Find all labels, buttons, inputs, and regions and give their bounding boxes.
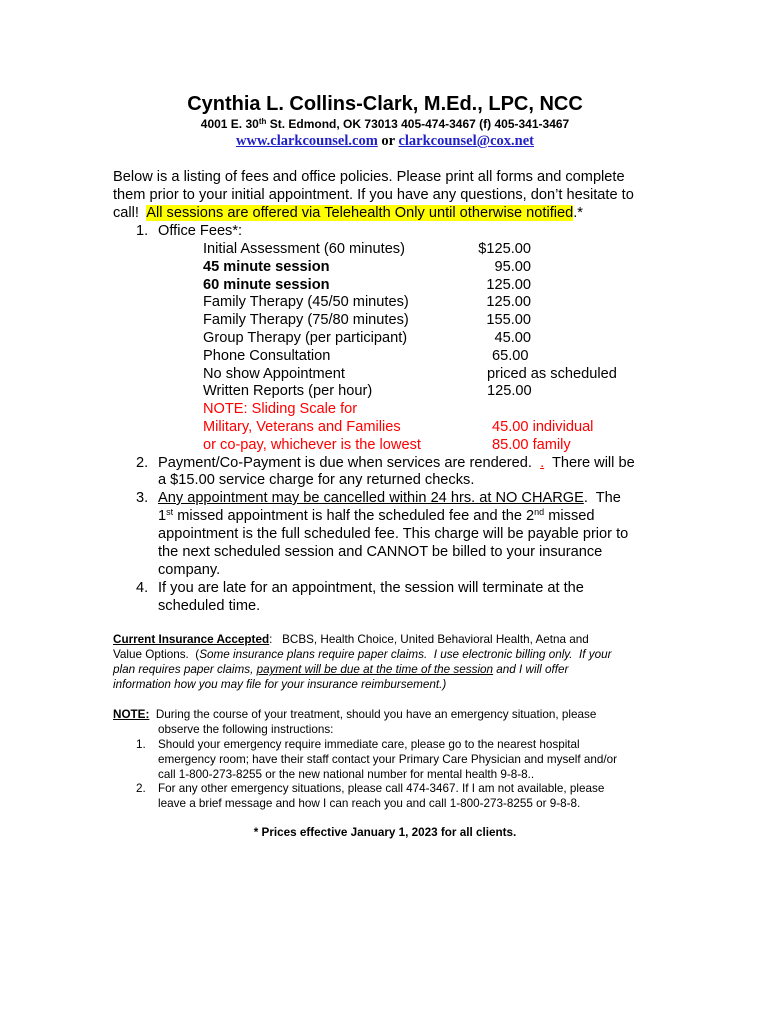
sliding-scale-individual-price: 45.00 individual	[492, 419, 594, 435]
intro-asterisk: .*	[573, 205, 583, 221]
address-street: 4001 E. 30	[200, 117, 259, 131]
cancellation-text: . The	[583, 490, 621, 506]
item-2-number: 2.	[136, 455, 149, 471]
address-rest: St. Edmond, OK 73013 405-474-3467 (f) 405-341-3467	[266, 117, 570, 131]
fee-price: 155.00	[486, 312, 531, 328]
payment-text: Payment/Co-Payment is due when services are rendered.	[158, 455, 541, 471]
insurance-line-3	[113, 662, 568, 677]
sliding-scale-family-price: 85.00 family	[492, 437, 571, 453]
emergency-item-1-line: Should your emergency require immediate care, please go to the nearest hospital	[158, 738, 580, 751]
sliding-scale-military: Military, Veterans and Families	[203, 419, 401, 435]
fee-price: 125.00	[487, 383, 532, 399]
emergency-line-2: observe the following instructions:	[158, 723, 334, 736]
ordinal-1: 1	[158, 508, 167, 524]
insurance-paper-claims: Some insurance plans require paper claims. I use electronic billing only. If your	[199, 648, 612, 661]
fee-service: Family Therapy (75/80 minutes)	[203, 312, 409, 328]
cancellation-line-3: appointment is the full scheduled fee. This charge will be payable prior to	[158, 526, 629, 542]
ordinal-nd: nd	[534, 507, 545, 517]
emergency-item-2-line: leave a brief message and how I can reach you and call 1-800-273-8255 or 9-8-8.	[158, 797, 581, 810]
insurance-providers: : BCBS, Health Choice, United Behavioral Health, Aetna and	[269, 633, 589, 646]
insurance-label: Current Insurance Accepted	[113, 633, 270, 646]
cancellation-line-5: company.	[158, 562, 221, 578]
fee-price: priced as scheduled	[487, 366, 617, 382]
sliding-scale-note: NOTE: Sliding Scale for	[203, 401, 358, 417]
sliding-scale-copay: or co-pay, whichever is the lowest	[203, 437, 421, 453]
emergency-note-label: NOTE:	[113, 708, 150, 721]
email-link[interactable]: clarkcounsel@cox.net	[398, 133, 534, 149]
insurance-payment-due: payment will be due at the time of the session	[256, 663, 494, 676]
fee-price: 125.00	[486, 277, 531, 293]
emergency-item-1-line: emergency room; have their staff contact your Primary Care Physician and myself and/or	[158, 753, 618, 766]
cancellation-line-1	[158, 489, 621, 507]
item-3-number: 3.	[136, 490, 149, 506]
tracked-change-mark: .	[540, 455, 545, 471]
payment-line-1	[158, 454, 635, 472]
intro-call: call!	[113, 205, 147, 221]
fee-service: Family Therapy (45/50 minutes)	[203, 294, 409, 310]
fee-price: 45.00	[494, 330, 531, 346]
emergency-item-2-number: 2.	[136, 782, 146, 795]
late-line-1: If you are late for an appointment, the session will terminate at the	[158, 580, 584, 596]
website-link[interactable]: www.clarkcounsel.com	[236, 133, 378, 149]
fee-service: 60 minute session	[203, 277, 330, 293]
payment-line-2: a $15.00 service charge for any returned checks.	[158, 472, 475, 488]
insurance-value-options: Value Options. (	[113, 648, 200, 661]
practitioner-name: Cynthia L. Collins-Clark, M.Ed., LPC, NCC	[187, 93, 583, 115]
links-or: or	[377, 133, 399, 149]
emergency-item-2-line: For any other emergency situations, please call 474-3467. If I am not available, please	[158, 782, 605, 795]
emergency-intro: During the course of your treatment, should you have an emergency situation, please	[149, 708, 597, 721]
office-fees-heading: Office Fees*:	[158, 223, 243, 239]
address-line	[0, 117, 770, 131]
fee-service: Phone Consultation	[203, 348, 331, 364]
fee-service: No show Appointment	[203, 366, 345, 382]
missed-text-end: missed	[544, 508, 595, 524]
item-1-number: 1.	[136, 223, 149, 239]
fee-service: Group Therapy (per participant)	[203, 330, 408, 346]
fee-price: 95.00	[494, 259, 531, 275]
prices-effective-note: * Prices effective January 1, 2023 for all clients.	[253, 826, 517, 839]
emergency-line-1	[113, 707, 596, 722]
missed-text: missed appointment is half the scheduled fee and the 2	[173, 508, 535, 524]
item-4-number: 4.	[136, 580, 149, 596]
late-line-2: scheduled time.	[158, 598, 261, 614]
ordinal-st: st	[166, 507, 174, 517]
intro-line-3	[113, 204, 583, 222]
fee-price: 65.00	[492, 348, 529, 364]
telehealth-highlight: All sessions are offered via Telehealth Only until otherwise notified	[146, 205, 574, 221]
intro-line-2: them prior to your initial appointment. If you have any questions, don’t hesitate to	[113, 187, 634, 203]
fee-service: Initial Assessment (60 minutes)	[203, 241, 405, 257]
intro-line-1: Below is a listing of fees and office policies. Please print all forms and complete	[113, 169, 625, 185]
insurance-line-1	[113, 632, 589, 647]
insurance-offer: and I will offer	[493, 663, 569, 676]
fee-service: 45 minute session	[203, 259, 330, 275]
payment-text-end: There will be	[544, 455, 635, 471]
insurance-line-4: information how you may file for your insurance reimbursement.)	[113, 678, 447, 691]
contact-links	[0, 133, 770, 150]
fee-price: $125.00	[478, 241, 531, 257]
cancellation-line-4: the next scheduled session and CANNOT be billed to your insurance	[158, 544, 603, 560]
emergency-item-1-number: 1.	[136, 738, 146, 751]
fee-price: 125.00	[486, 294, 531, 310]
address-sup: th	[258, 117, 267, 126]
insurance-line-2	[113, 647, 611, 662]
cancellation-policy-underlined: Any appointment may be cancelled within 24 hrs. at NO CHARGE	[158, 490, 584, 506]
fee-service: Written Reports (per hour)	[203, 383, 373, 399]
emergency-item-1-line: call 1-800-273-8255 or the new national number for mental health 9-8-8..	[158, 768, 535, 781]
insurance-plan-text: plan requires paper claims,	[113, 663, 257, 676]
cancellation-line-2	[158, 507, 594, 525]
